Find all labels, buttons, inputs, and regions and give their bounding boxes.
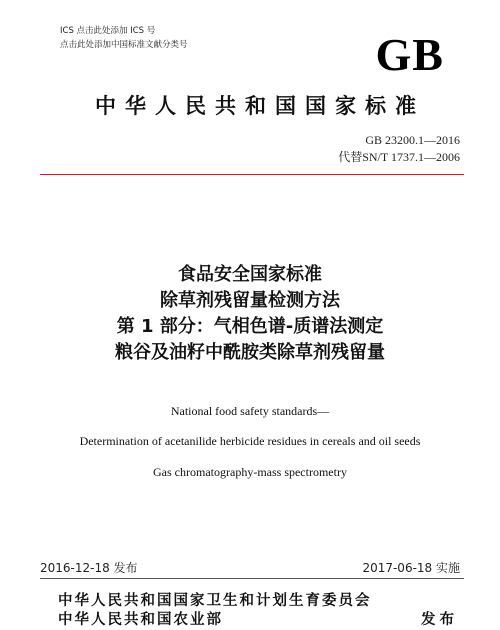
classification-code: 点击此处添加中国标准文献分类号 — [60, 40, 188, 50]
standard-number: GB 23200.1—2016 — [365, 133, 460, 147]
issuer-1: 中华人民共和国国家卫生和计划生育委员会 — [58, 593, 372, 609]
cn-title-line-2: 除草剂残留量检测方法 — [160, 290, 340, 311]
gb-logo: GB — [375, 29, 444, 80]
issue-date: 2016-12-18 发布 — [40, 561, 138, 575]
standard-category-title: 中华人民共和国国家标准 — [95, 94, 425, 118]
ics-code: ICS 点击此处添加 ICS 号 — [60, 26, 156, 36]
publish-label: 发布 — [421, 612, 458, 628]
issuing-organizations — [58, 592, 372, 630]
ics-block — [60, 24, 188, 52]
issuer-2: 中华人民共和国农业部 — [58, 612, 223, 628]
en-title-line-3: Gas chromatography-mass spectrometry — [153, 465, 347, 479]
footer-divider — [40, 578, 464, 579]
en-title-line-2: Determination of acetanilide herbicide residues in cereals and oil seeds — [79, 434, 421, 448]
chinese-title — [40, 262, 460, 366]
implementation-date: 2017-06-18 实施 — [362, 561, 460, 575]
standard-number-block — [338, 132, 460, 166]
cn-title-line-3: 第 1 部分：气相色谱-质谱法测定 — [116, 316, 384, 337]
cn-title-line-4: 粮谷及油籽中酰胺类除草剂残留量 — [115, 342, 385, 363]
header-divider — [40, 174, 464, 175]
en-title-line-1: National food safety standards— — [170, 404, 330, 418]
replaces-standard: 代替SN/T 1737.1—2006 — [338, 150, 460, 164]
cn-title-line-1: 食品安全国家标准 — [178, 264, 322, 285]
